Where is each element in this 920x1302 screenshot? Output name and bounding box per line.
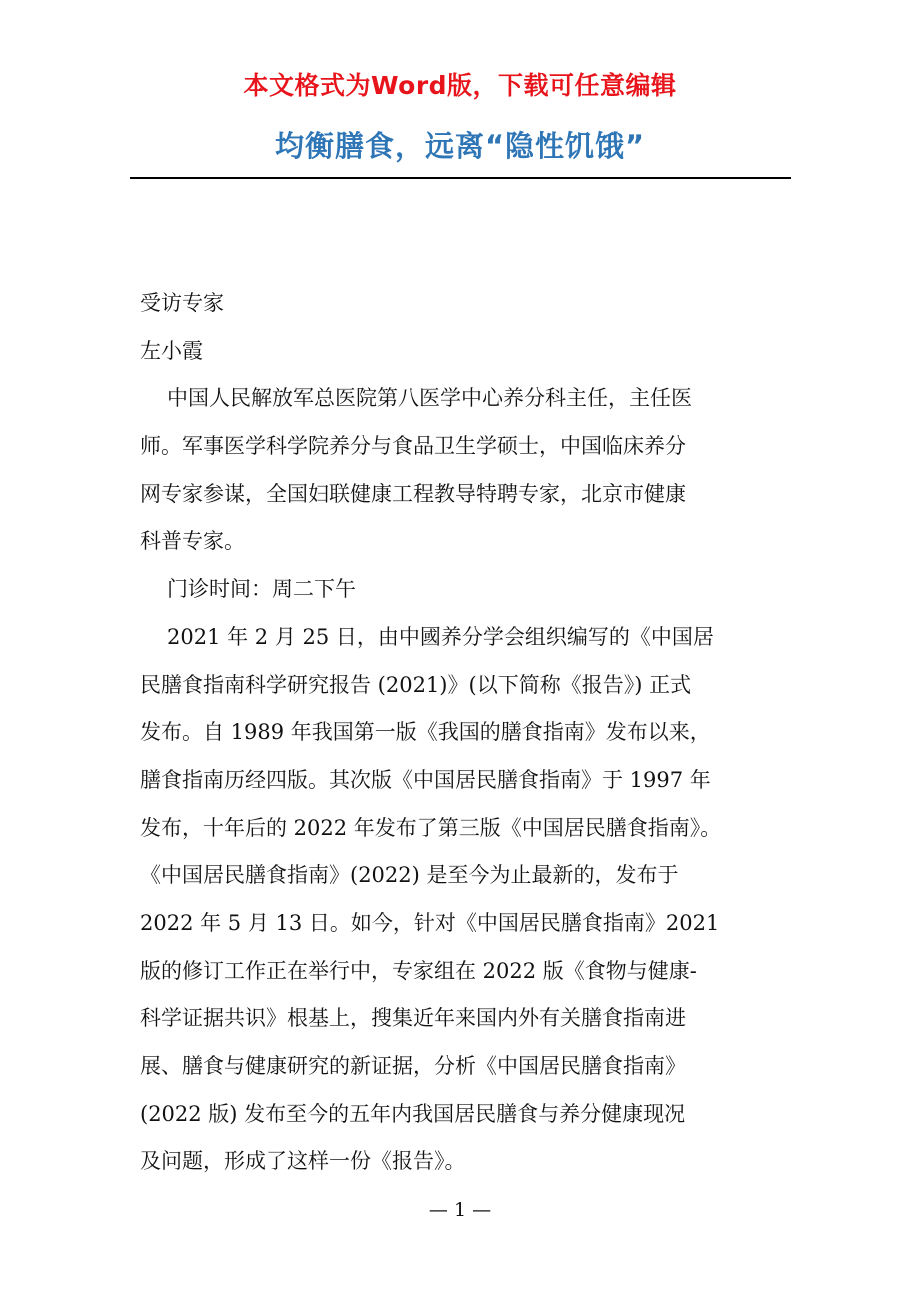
- text-line: 民膳食指南科学研究报告 (2021)》(以下简称《报告》) 正式: [140, 672, 692, 697]
- text-line: (2022 版) 发布至今的五年内我国居民膳食与养分健康现况: [140, 1101, 686, 1126]
- text-line: 及问题，形成了这样一份《报告》。: [140, 1149, 466, 1174]
- text-line: 中国人民解放军总医院第八医学中心养分科主任，主任医: [167, 386, 692, 411]
- text-line: 发布。自 1989 年我国第一版《我国的膳食指南》发布以来，: [140, 720, 711, 745]
- text-line: 2022 年 5 月 13 日。如今，针对《中国居民膳食指南》2021: [140, 910, 720, 935]
- download-banner: 本文格式为Word版，下载可任意编辑: [243, 71, 677, 100]
- text-line: 膳食指南历经四版。其次版《中国居民膳食指南》于 1997 年: [140, 767, 711, 792]
- text-line: 门诊时间：周二下午: [167, 577, 356, 602]
- text-line: 受访专家: [140, 291, 224, 315]
- text-line: 左小霞: [140, 338, 203, 363]
- text-line: 发布，十年后的 2022 年发布了第三版《中国居民膳食指南》。: [140, 815, 722, 840]
- text-line: 网专家参谋，全国妇联健康工程教导特聘专家，北京市健康: [140, 481, 686, 506]
- title-divider: [130, 177, 791, 179]
- text-line: 科学证据共识》根基上，搜集近年来国内外有关膳食指南进: [140, 1006, 686, 1031]
- text-line: 科普专家。: [140, 529, 245, 554]
- page-number: — 1 —: [428, 1199, 492, 1221]
- text-line: 2021 年 2 月 25 日，由中國养分学会组织编写的《中国居: [167, 624, 714, 649]
- document-body: [140, 280, 810, 1186]
- text-line: 《中国居民膳食指南》(2022) 是至今为止最新的，发布于: [140, 863, 679, 888]
- text-line: 师。军事医学科学院养分与食品卫生学硕士，中国临床养分: [140, 434, 686, 459]
- text-line: 展、膳食与健康研究的新证据，分析《中国居民膳食指南》: [140, 1054, 686, 1078]
- document-title: 均衡膳食，远离“隐性饥饿”: [274, 129, 646, 163]
- text-line: 版的修订工作正在举行中，专家组在 2022 版《食物与健康-: [140, 958, 697, 983]
